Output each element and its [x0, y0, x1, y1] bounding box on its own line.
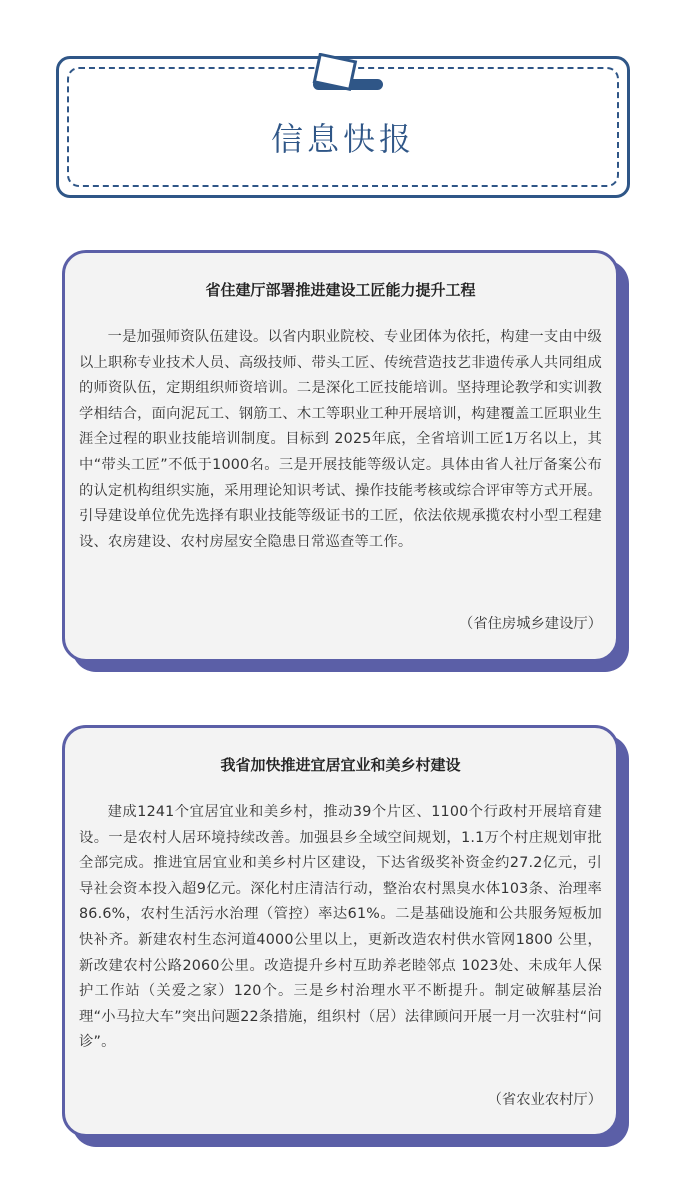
- paper-clip-icon: [287, 53, 387, 93]
- article-card-body: [62, 250, 619, 662]
- page-title: 信息快报: [270, 120, 415, 158]
- article-source: （省农业农村厅）: [487, 1092, 602, 1108]
- article-card-body: [62, 725, 619, 1137]
- article-title: 省住建厅部署推进建设工匠能力提升工程: [205, 281, 476, 299]
- article-source: （省住房城乡建设厅）: [459, 616, 602, 632]
- header-banner: [56, 56, 630, 198]
- article-text: 建成1241个宜居宜业和美乡村，推动39个片区、1100个行政村开展培育建设。一是农村人居环境持续改善。加强县乡全域空间规划，1.1万个村庄规划审批全部完成。推进宜居宜业和美乡村片区建设，下达省级奖补资金约27.2亿元，引导社会资本投入超9亿元。深化村庄清洁行动，整治农村黑臭水体103条、治理率86.6%，农村生活污水治理（管控）率达61%。二是基础设施和公共服务短板加快补齐。新建农村生态河道4000公里以上，更新改造农村供水管网1800 公里，新改建农村公路2060公里。改造提升乡村互助养老睦邻点 1023处、未成年人保护工作站（关爱之家）120个。三是乡村治理水平不断提升。制定破解基层治理“小马拉大车”突出问题22条措施，组织村（居）法律顾问开展一月一次驻村“问诊”。: [79, 804, 602, 1051]
- article-title: 我省加快推进宜居宜业和美乡村建设: [220, 756, 461, 774]
- article-text: 一是加强师资队伍建设。以省内职业院校、专业团体为依托，构建一支由中级以上职称专业技术人员、高级技师、带头工匠、传统营造技艺非遗传承人共同组成的师资队伍，定期组织师资培训。二是深化工匠技能培训。坚持理论教学和实训教学相结合，面向泥瓦工、钢筋工、木工等职业工种开展培训，构建覆盖工匠职业生涯全过程的职业技能培训制度。目标到 2025年底，全省培训工匠1万名以上，其中“带头工匠”不低于1000名。三是开展技能等级认定。具体由省人社厅备案公布的认定机构组织实施，采用理论知识考试、操作技能考核或综合评审等方式开展。引导建设单位优先选择有职业技能等级证书的工匠，依法依规承揽农村小型工程建设、农房建设、农村房屋安全隐患日常巡查等工作。: [79, 329, 602, 550]
